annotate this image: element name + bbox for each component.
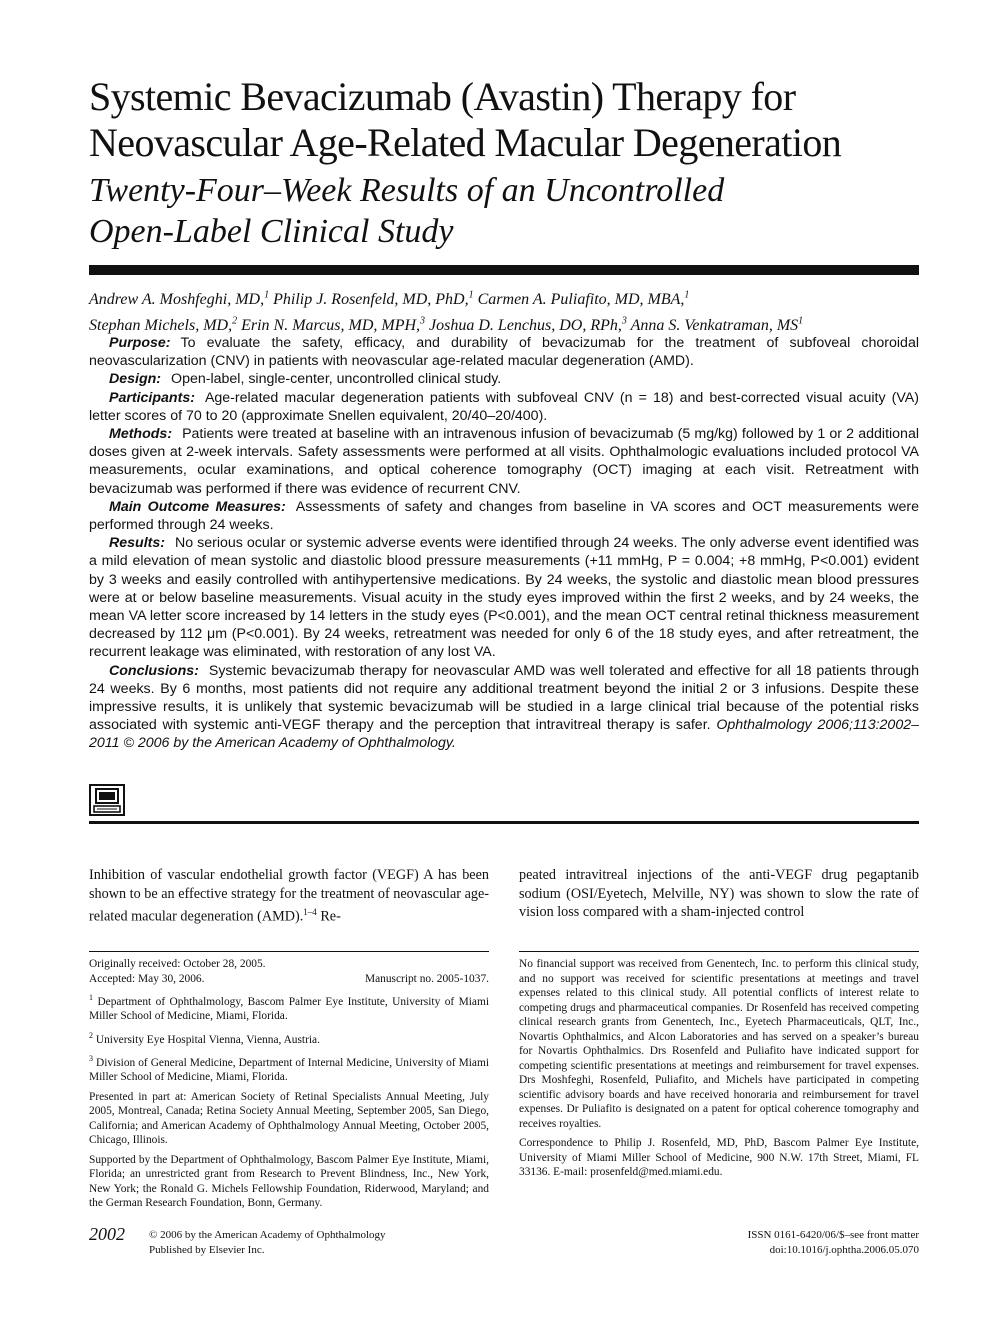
accepted-row: [89, 972, 489, 987]
footnote-rule-right: [519, 951, 919, 952]
article-subtitle: [89, 170, 929, 252]
author: Erin N. Marcus, MD, MPH,$^3$: [241, 315, 426, 334]
abstract-results: Results: No serious ocular or systemic adverse events were identified through 24 weeks. The only adverse event identified was a mild elevation of mean systolic and diastolic blood pressure measurements (+11 mmHg, P = 0.004; +8 mmHg, P<0.001) evident by 3 weeks and easily controlled with antihypertensive medications. By 24 weeks, the systolic and diastolic mean blood pressures were at or below baseline measurements. Visual acuity in the study eyes improved within the first 2 weeks, and by 24 weeks, the mean VA letter score increased by 14 letters in the study eyes (P<0.001), and the mean OCT central retinal thickness measurement decreased by 112 μm (P<0.001). By 24 weeks, retreatment was needed for only 6 of the 18 study eyes, and after retreatment, the recurrent leakage was eliminated, with restoration of any lost VA.: [89, 535, 919, 661]
results-label: Results:: [109, 535, 165, 552]
doi-line: doi:10.1016/j.ophtha.2006.05.070: [769, 1244, 919, 1256]
author: Stephan Michels, MD,$^2$: [89, 315, 238, 334]
outcome-label: Main Outcome Measures:: [109, 498, 286, 515]
presented-note: Presented in part at: American Society of Retinal Specialists Annual Meeting, July 2005, Montreal, Canada; Retina Society Annual Meeting, September 2005, San Diego, California; and American Academy of Ophthalmology Annual Meeting, October 2005, Chicago, Illinois.: [89, 1090, 489, 1147]
footnotes-left: [89, 957, 489, 1216]
title-line-1: Systemic Bevacizumab (Avastin) Therapy for: [89, 74, 796, 119]
citation: Ophthalmology 2006;113:2002–2011 © 2006 by the American Academy of Ophthalmology.: [89, 717, 919, 752]
top-rule: [89, 265, 919, 275]
footer-copyright: [149, 1228, 386, 1258]
accepted-date: Accepted: May 30, 2006.: [89, 972, 205, 985]
purpose-label: Purpose:: [109, 335, 171, 351]
abstract-purpose: Purpose: To evaluate the safety, efficacy, and durability of bevacizumab for the treatment of subfoveal choroidal neovascularization (CNV) in patients with neovascular age-related macular degeneration (AMD).: [89, 335, 919, 370]
author: Andrew A. Moshfeghi, MD,$^1$: [89, 290, 270, 309]
correspondence-note: Correspondence to Philip J. Rosenfeld, MD, PhD, Bascom Palmer Eye Institute, University of Miami Miller School of Medicine, 900 N.W. 17th Street, Miami, FL 33136. E-mail: prosenfeld@med.miami.edu.: [519, 1137, 919, 1178]
author: Carmen A. Puliafito, MD, MBA,$^1$: [477, 290, 690, 309]
abstract-outcome: Main Outcome Measures: Assessments of safety and changes from baseline in VA scores and OCT measurements were performed through 24 weeks.: [89, 498, 919, 534]
computer-icon: [89, 784, 125, 816]
issn-line: ISSN 0161-6420/06/$–see front matter: [747, 1229, 919, 1241]
received-date: Originally received: October 28, 2005.: [89, 958, 266, 970]
subtitle-line-1: Twenty-Four–Week Results of an Uncontrolled: [89, 172, 725, 209]
abstract-rule: [89, 821, 919, 824]
page-number: 2002: [89, 1224, 125, 1244]
participants-label: Participants:: [109, 389, 195, 406]
copyright-line: © 2006 by the American Academy of Ophthalmology: [149, 1229, 386, 1241]
footnotes-right: [519, 957, 919, 1185]
footnote-rule-left: [89, 951, 489, 952]
author: Anna S. Venkatraman, $MS^1$: [630, 315, 804, 334]
title-line-2: Neovascular Age-Related Macular Degeneration: [89, 120, 842, 165]
manuscript-number: Manuscript no. 2005-1037.: [364, 972, 489, 985]
abstract-conclusions: Conclusions: Systemic bevacizumab therapy for neovascular AMD was well tolerated and effective for all 18 patients through 24 weeks. By 6 months, most patients did not require any additional treatment beyond the initial 2 or 3 infusions. Despite these impressive results, it is unlikely that systemic bevacizumab will be studied in a large clinical trial because of the potential risks associated with systemic anti-VEGF therapy and the perception that intravitreal therapy is safer. Ophthalmology 2006;113:2002–2011 © 2006 by the American Academy of Ophthalmology.: [89, 662, 919, 752]
methods-label: Methods:: [109, 426, 173, 443]
abstract-methods: Methods: Patients were treated at baseline with an intravenous infusion of bevacizumab (5 mg/kg) followed by 1 or 2 additional doses given at 2-week intervals. Safety assessments were performed at all visits. Ophthalmologic evaluations included protocol VA measurements, ocular examinations, and optical coherence tomography (OCT) imaging at each visit. Retreatment with bevacizumab was performed if there was evidence of recurrent CNV.: [89, 426, 919, 497]
abstract-participants: Participants: Age-related macular degeneration patients with subfoveal CNV (n = 18) and best-corrected visual acuity (VA) letter scores of 70 to 20 (approximate Snellen equivalent, 20/40–20/400).: [89, 389, 919, 424]
conclusions-label: Conclusions:: [109, 662, 199, 679]
abstract-design: Design: Open-label, single-center, uncontrolled clinical study.: [109, 371, 502, 388]
affiliation-3: $^3$ Division of General Medicine, Department of Internal Medicine, University of Miami Miller School of Medicine, Miami, Florida.: [89, 1054, 489, 1084]
body-text-right: peated intravitreal injections of the anti-VEGF drug pegaptanib sodium (OSI/Eyetech, Melville, NY) was shown to slow the rate of vision loss compared with a sham-injected control: [519, 867, 919, 920]
subtitle-line-2: Open-Label Clinical Study: [89, 213, 454, 250]
author-list: [89, 285, 919, 336]
affiliation-1: $^1$ Department of Ophthalmology, Bascom Palmer Eye Institute, University of Miami Miller School of Medicine, Miami, Florida.: [89, 993, 489, 1023]
body-text-left: Inhibition of vascular endothelial growth factor (VEGF) A has been shown to be an effective strategy for the treatment of neovascular age-related macular degeneration (AMD).$^{1-4}$ Re-: [89, 867, 489, 925]
author: Joshua D. Lenchus, DO, RPh,$^3$: [429, 315, 627, 334]
disclosure-note: No financial support was received from Genentech, Inc. to perform this clinical study, and no support was received for scientific presentations at meetings and travel expenses related to this clinical study. All potential conflicts of interest relate to competing drugs and pharmaceutical companies. Dr Rosenfeld has received competing clinical research grants from Genentech, Inc., Eyetech Pharmaceuticals, QLT, Inc., Novartis Ophthalmics, and Alcon Laboratories and has served on a speaker’s bureau for Novartis Ophthalmics. Drs Rosenfeld and Puliafito have indicated support for competing scientific presentations at meetings and reimbursement for travel expenses. Drs Moshfeghi, Rosenfeld, Puliafito, and Michels have participated in competing scientific advisory boards and have received honoraria and reimbursement for travel expenses. Dr Puliafito is designated on a patent for optical coherence tomography and receives royalties.: [519, 958, 919, 1130]
footer-identifiers: [748, 1228, 919, 1258]
abstract: [89, 334, 919, 753]
author: Philip J. Rosenfeld, MD, PhD,$^1$: [273, 290, 474, 309]
publisher-line: Published by Elsevier Inc.: [149, 1244, 265, 1256]
support-note: Supported by the Department of Ophthalmology, Bascom Palmer Eye Institute, Miami, Florida; an unrestricted grant from Research to Prevent Blindness, Inc., New York, New York; the Ronald G. Michels Fellowship Foundation, Riderwood, Maryland; and the German Research Foundation, Bonn, Germany.: [89, 1153, 489, 1210]
design-label: Design:: [109, 371, 162, 388]
article-title: [89, 74, 929, 166]
affiliation-2: $^2$ University Eye Hospital Vienna, Vienna, Austria.: [89, 1030, 320, 1046]
